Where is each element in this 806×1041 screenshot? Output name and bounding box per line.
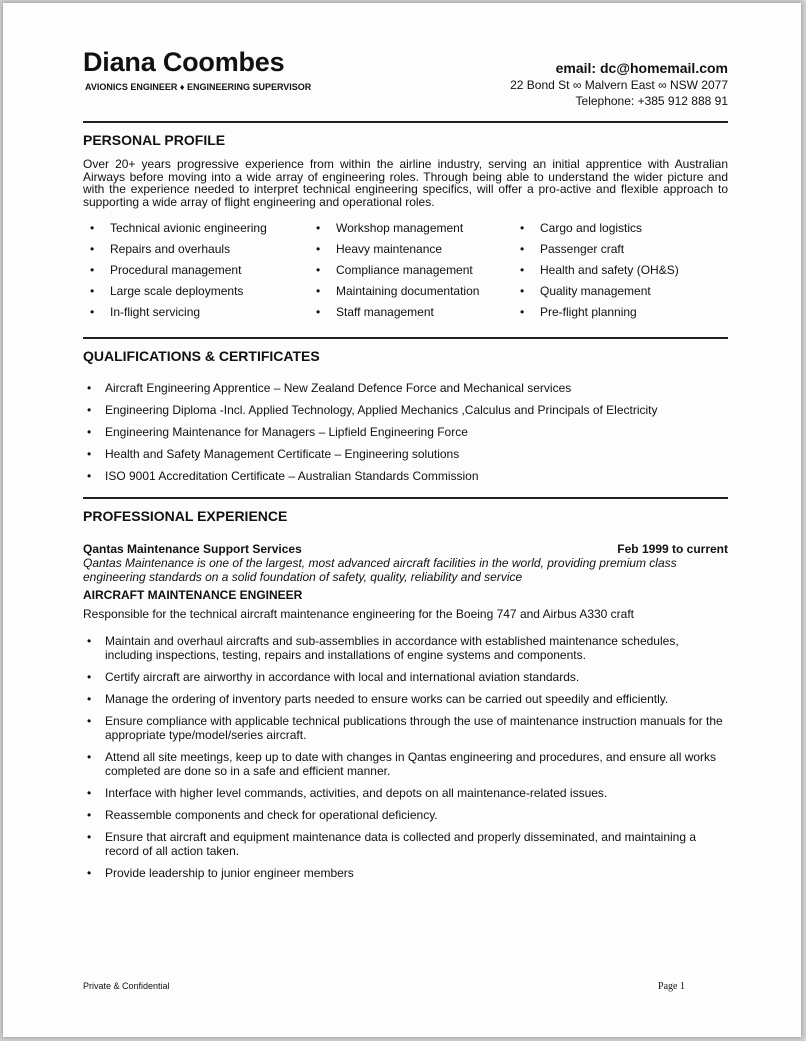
bullet-icon: • xyxy=(90,305,95,319)
job-header xyxy=(83,542,728,556)
duty-item: • Attend all site meetings, keep up to date with changes in Qantas engineering and procedures, and ensure all works completed are done so in a safe and efficient manner. xyxy=(87,750,717,778)
qualification-item: • Engineering Diploma -Incl. Applied Technology, Applied Mechanics ,Calculus and Principals of Electricity xyxy=(87,403,658,417)
bullet-icon: • xyxy=(90,284,95,298)
bullet-icon: • xyxy=(87,692,92,706)
bullet-icon: • xyxy=(87,469,92,483)
skill-item: • In-flight servicing xyxy=(90,305,201,319)
duty-item: • Manage the ordering of inventory parts needed to ensure works can be carried out speedily and efficiently. xyxy=(87,692,669,706)
bullet-icon: • xyxy=(87,670,92,684)
skill-item: • Heavy maintenance xyxy=(316,242,443,256)
qualification-item: • ISO 9001 Accreditation Certificate – Australian Standards Commission xyxy=(87,469,479,483)
resume-content xyxy=(83,47,728,888)
bullet-icon: • xyxy=(87,714,92,728)
company-name: Qantas Maintenance Support Services xyxy=(83,542,302,556)
footer-confidential: Private & Confidential xyxy=(83,981,170,991)
duty-item: • Provide leadership to junior engineer members xyxy=(87,866,354,880)
contact-address: 22 Bond St ∞ Malvern East ∞ NSW 2077 xyxy=(510,78,728,92)
duty-item: • Reassemble components and check for operational deficiency. xyxy=(87,808,438,822)
bullet-icon: • xyxy=(87,830,92,844)
bullet-icon: • xyxy=(87,381,92,395)
job-responsibility: Responsible for the technical aircraft maintenance engineering for the Boeing 747 and Airbus A330 craft xyxy=(83,607,635,621)
bullet-icon: • xyxy=(520,242,525,256)
skill-item: • Workshop management xyxy=(316,221,464,235)
bullet-icon: • xyxy=(316,221,321,235)
contact-telephone: Telephone: +385 912 888 91 xyxy=(575,94,728,108)
job-dates: Feb 1999 to current xyxy=(617,542,728,556)
duties-list xyxy=(83,634,728,880)
section-title: PERSONAL PROFILE xyxy=(83,132,226,148)
bullet-icon: • xyxy=(316,242,321,256)
bullet-icon: • xyxy=(90,242,95,256)
skill-item: • Technical avionic engineering xyxy=(90,221,267,235)
bullet-icon: • xyxy=(87,866,92,880)
skill-item: • Quality management xyxy=(520,284,651,298)
skills-column-2 xyxy=(309,222,513,327)
duty-item: • Ensure compliance with applicable technical publications through the use of maintenance instruction manuals for the appropriate type/model/series aircraft. xyxy=(87,714,723,742)
company-description: Qantas Maintenance is one of the largest, most advanced aircraft facilities in the world, providing premium class engineering standards on a solid foundation of safety, quality, reliability and service xyxy=(83,556,677,584)
bullet-icon: • xyxy=(87,786,92,800)
skills-column-3 xyxy=(513,222,728,327)
skill-item: • Compliance management xyxy=(316,263,473,277)
skill-item: • Large scale deployments xyxy=(90,284,244,298)
contact-email: email: dc@homemail.com xyxy=(555,60,728,76)
bullet-icon: • xyxy=(316,263,321,277)
profile-paragraph: Over 20+ years progressive experience from within the airline industry, serving an initial apprentice with Australian Airways before moving into a wide array of engineering roles. Through being able to understand the wider picture and with the experience needed to interpret technical engineering specifics, will offer a pro-active and flexible approach to supporting a wide array of flight engineering and operational roles. xyxy=(83,157,728,209)
resume-header xyxy=(83,47,728,109)
page-footer xyxy=(83,981,685,991)
bullet-icon: • xyxy=(520,263,525,277)
skill-item: • Maintaining documentation xyxy=(316,284,480,298)
section-title: PROFESSIONAL EXPERIENCE xyxy=(83,508,288,524)
skill-item: • Health and safety (OH&S) xyxy=(520,263,679,277)
bullet-icon: • xyxy=(316,305,321,319)
personal-profile-section xyxy=(83,121,728,327)
bullet-icon: • xyxy=(90,221,95,235)
qualification-item: • Health and Safety Management Certificate – Engineering solutions xyxy=(87,447,460,461)
skills-column-1 xyxy=(83,222,309,327)
contact-block xyxy=(510,59,728,109)
skill-item: • Passenger craft xyxy=(520,242,625,256)
skill-item: • Repairs and overhauls xyxy=(90,242,231,256)
skill-item: • Procedural management xyxy=(90,263,242,277)
skill-item: • Staff management xyxy=(316,305,434,319)
qualifications-section xyxy=(83,337,728,483)
bullet-icon: • xyxy=(87,634,92,648)
duty-item: • Certify aircraft are airworthy in accordance with local and international aviation standards. xyxy=(87,670,580,684)
bullet-icon: • xyxy=(520,305,525,319)
resume-page xyxy=(3,3,801,1037)
job-role: AIRCRAFT MAINTENANCE ENGINEER xyxy=(83,588,303,602)
bullet-icon: • xyxy=(316,284,321,298)
duty-item: • Ensure that aircraft and equipment maintenance data is collected and properly disseminated, and maintaining a record of all action taken. xyxy=(87,830,697,858)
candidate-name: Diana Coombes xyxy=(83,47,285,77)
qualification-item: • Aircraft Engineering Apprentice – New Zealand Defence Force and Mechanical services xyxy=(87,381,572,395)
section-title: QUALIFICATIONS & CERTIFICATES xyxy=(83,348,320,364)
footer-page-number: Page 1 xyxy=(658,981,685,992)
skill-item: • Pre-flight planning xyxy=(520,305,637,319)
qualifications-list xyxy=(83,381,728,483)
bullet-icon: • xyxy=(87,425,92,439)
skills-grid xyxy=(83,222,728,327)
experience-section xyxy=(83,497,728,880)
skill-item: • Cargo and logistics xyxy=(520,221,643,235)
duty-item: • Interface with higher level commands, activities, and depots on all maintenance-related issues. xyxy=(87,786,608,800)
bullet-icon: • xyxy=(90,263,95,277)
bullet-icon: • xyxy=(87,808,92,822)
qualification-item: • Engineering Maintenance for Managers – Lipfield Engineering Force xyxy=(87,425,468,439)
bullet-icon: • xyxy=(520,284,525,298)
candidate-tagline: AVIONICS ENGINEER ♦ ENGINEERING SUPERVISOR xyxy=(85,82,312,92)
bullet-icon: • xyxy=(520,221,525,235)
duty-item: • Maintain and overhaul aircrafts and sub-assemblies in accordance with established maintenance schedules, including inspections, testing, repairs and installations of engine systems and components. xyxy=(87,634,679,662)
bullet-icon: • xyxy=(87,403,92,417)
bullet-icon: • xyxy=(87,750,92,764)
bullet-icon: • xyxy=(87,447,92,461)
